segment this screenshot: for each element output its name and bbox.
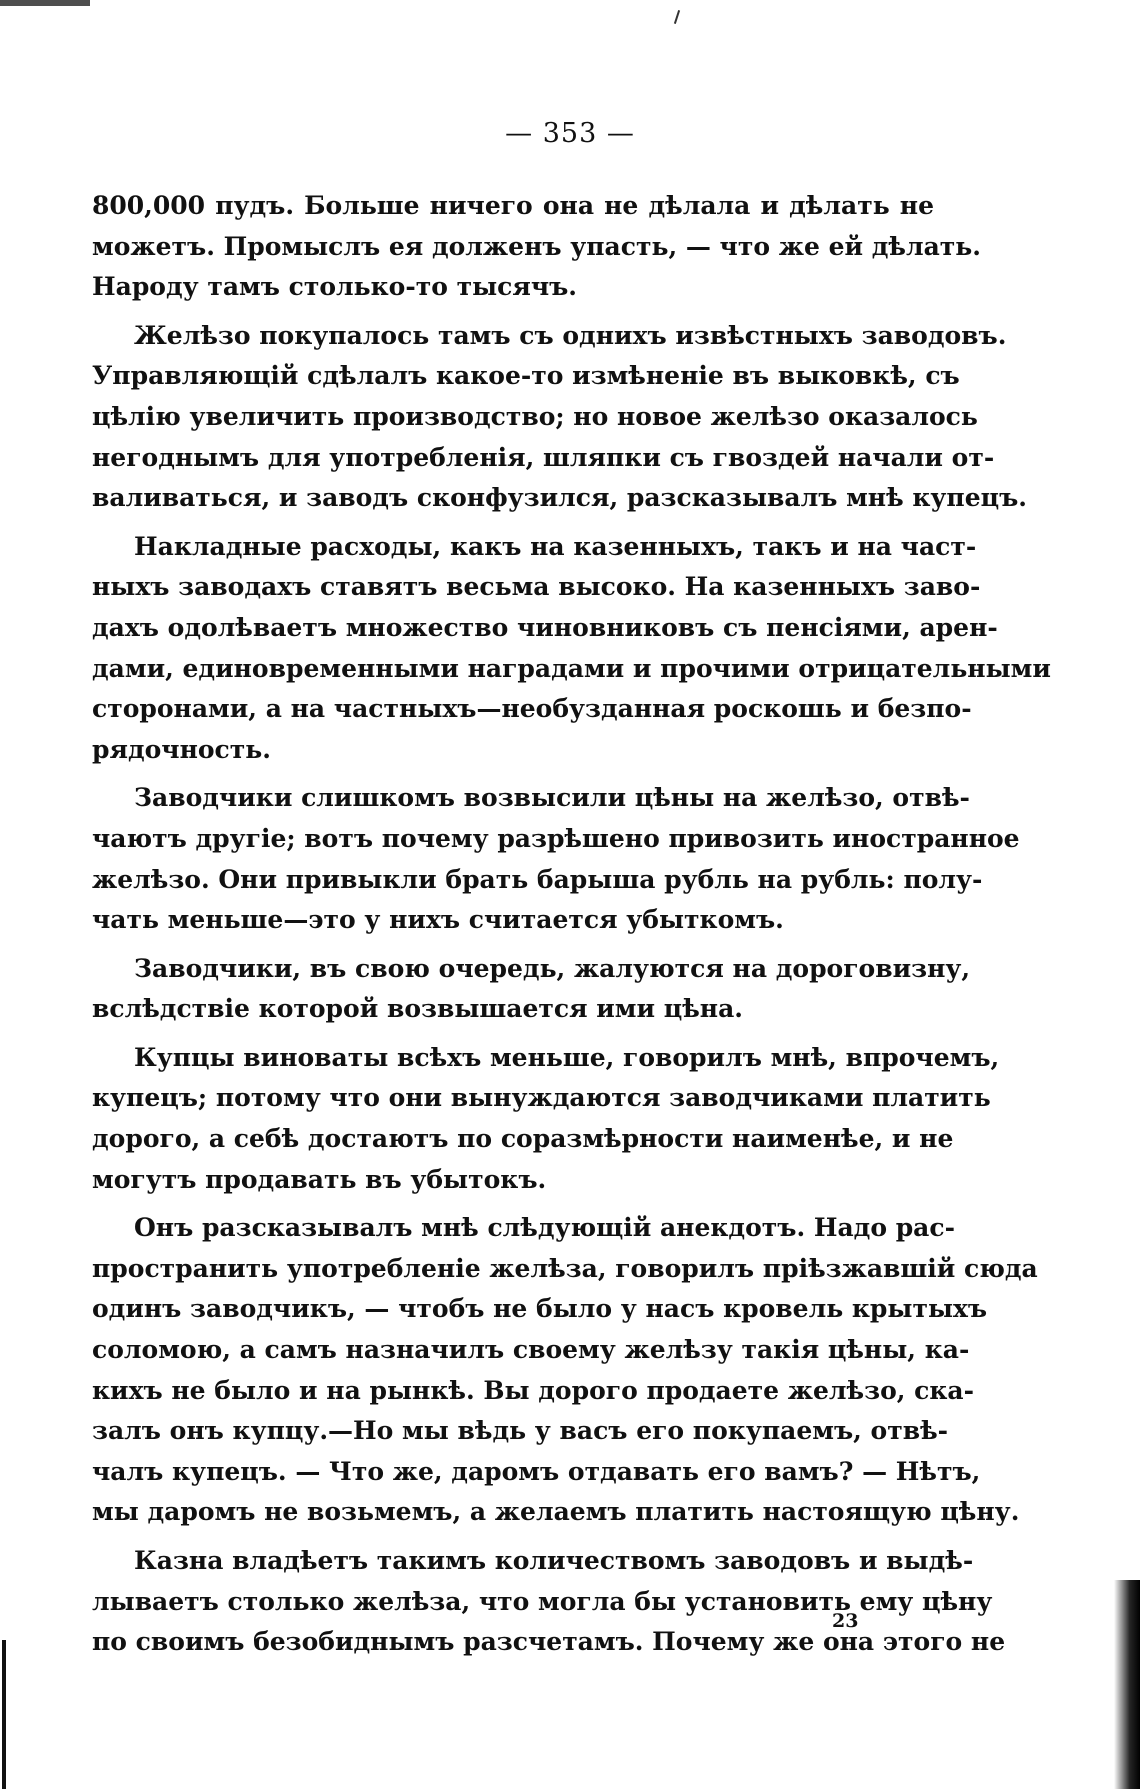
text-line: соломою, а самъ назначилъ своему желѣзу такія цѣны, ка-: [92, 1335, 970, 1365]
text-line: сторонами, а на частныхъ—необузданная роскошь и безпо-: [92, 694, 972, 724]
text-line: дами, единовременными наградами и прочими отрицательными: [92, 653, 1051, 683]
text-line: лываетъ столько желѣза, что могла бы установить ему цѣну: [92, 1586, 993, 1616]
text-line: по своимъ безобиднымъ разсчетамъ. Почему же она этого не: [92, 1627, 1006, 1657]
text-line: негоднымъ для употребленія, шляпки съ гвоздей начали от-: [92, 442, 995, 472]
paragraph: [92, 778, 1020, 940]
text-line: чалъ купецъ. — Что же, даромъ отдавать его вамъ? — Нѣтъ,: [92, 1456, 981, 1486]
text-line: Желѣзо покупалось тамъ съ однихъ извѣстныхъ заводовъ.: [134, 320, 1007, 350]
paragraph: [92, 1208, 1038, 1533]
text-line: залъ онъ купцу.—Но мы вѣдь у васъ его покупаемъ, отвѣ-: [92, 1416, 949, 1446]
text-line: Управляющій сдѣлалъ какое-то измѣненіе въ выковкѣ, съ: [92, 361, 960, 391]
text-line: могутъ продавать въ убытокъ.: [92, 1164, 547, 1194]
text-line: чать меньше—это у нихъ считается убыткомъ.: [92, 905, 784, 935]
text-line: Казна владѣетъ такимъ количествомъ заводовъ и выдѣ-: [134, 1546, 974, 1575]
paragraph: [92, 186, 981, 308]
text-line: одинъ заводчикъ, — чтобъ не было у насъ кровель крытыхъ: [92, 1294, 988, 1324]
paragraph: [92, 1038, 1000, 1200]
text-line: желѣзо. Они привыкли брать барыша рубль на рубль: полу-: [92, 864, 983, 894]
scan-mark: [674, 10, 680, 24]
text-line: дахъ одолѣваетъ множество чиновниковъ съ пенсіями, арен-: [92, 612, 998, 642]
text-line: мы даромъ не возьмемъ, а желаемъ платить настоящую цѣну.: [92, 1497, 1020, 1527]
text-line: кихъ не было и на рынкѣ. Вы дорого продаете желѣзо, ска-: [92, 1375, 975, 1405]
page-number: — 353 —: [505, 118, 635, 149]
scan-edge-left: [2, 1640, 6, 1789]
text-line: Заводчики слишкомъ возвысили цѣны на желѣзо, отвѣ-: [134, 783, 970, 813]
text-line: Купцы виноваты всѣхъ меньше, говорилъ мнѣ, впрочемъ,: [134, 1042, 1000, 1072]
paragraph: [92, 949, 971, 1030]
text-line: вслѣдствіе которой возвышается ими цѣна.: [92, 994, 743, 1024]
signature-mark: 23: [832, 1610, 859, 1632]
scan-edge-top: [0, 0, 90, 6]
text-line: Заводчики, въ свою очередь, жалуются на дороговизну,: [134, 953, 971, 983]
text-line: Онъ разсказывалъ мнѣ слѣдующій анекдотъ. Надо рас-: [134, 1213, 955, 1243]
text-line: 800,000 пудъ. Больше ничего она не дѣлала и дѣлать не: [92, 191, 934, 220]
text-line: Накладные расходы, какъ на казенныхъ, такъ и на част-: [134, 531, 977, 561]
paragraph: [92, 316, 1027, 519]
text-line: цѣлію увеличить производство; но новое желѣзо оказалось: [92, 401, 978, 431]
text-line: можетъ. Промыслъ ея долженъ упасть, — что же ей дѣлать.: [92, 231, 981, 261]
text-line: купецъ; потому что они вынуждаются заводчиками платить: [92, 1083, 991, 1113]
text-line: Народу тамъ столько-то тысячъ.: [92, 272, 578, 302]
text-line: валиваться, и заводъ сконфузился, разсказывалъ мнѣ купецъ.: [92, 483, 1027, 513]
body-text: [92, 186, 1051, 1671]
scan-edge-right: [1114, 1580, 1140, 1789]
text-line: чаютъ другіе; вотъ почему разрѣшено привозить иностранное: [92, 823, 1020, 853]
text-line: ныхъ заводахъ ставятъ весьма высоко. На казенныхъ заво-: [92, 572, 981, 602]
text-line: пространить употребленіе желѣза, говорилъ пріѣзжавшій сюда: [92, 1253, 1038, 1283]
paragraph: [92, 1541, 1006, 1663]
text-line: дорого, а себѣ достаютъ по соразмѣрности наименѣе, и не: [92, 1124, 954, 1154]
paragraph: [92, 527, 1051, 771]
text-line: рядочность.: [92, 734, 271, 764]
